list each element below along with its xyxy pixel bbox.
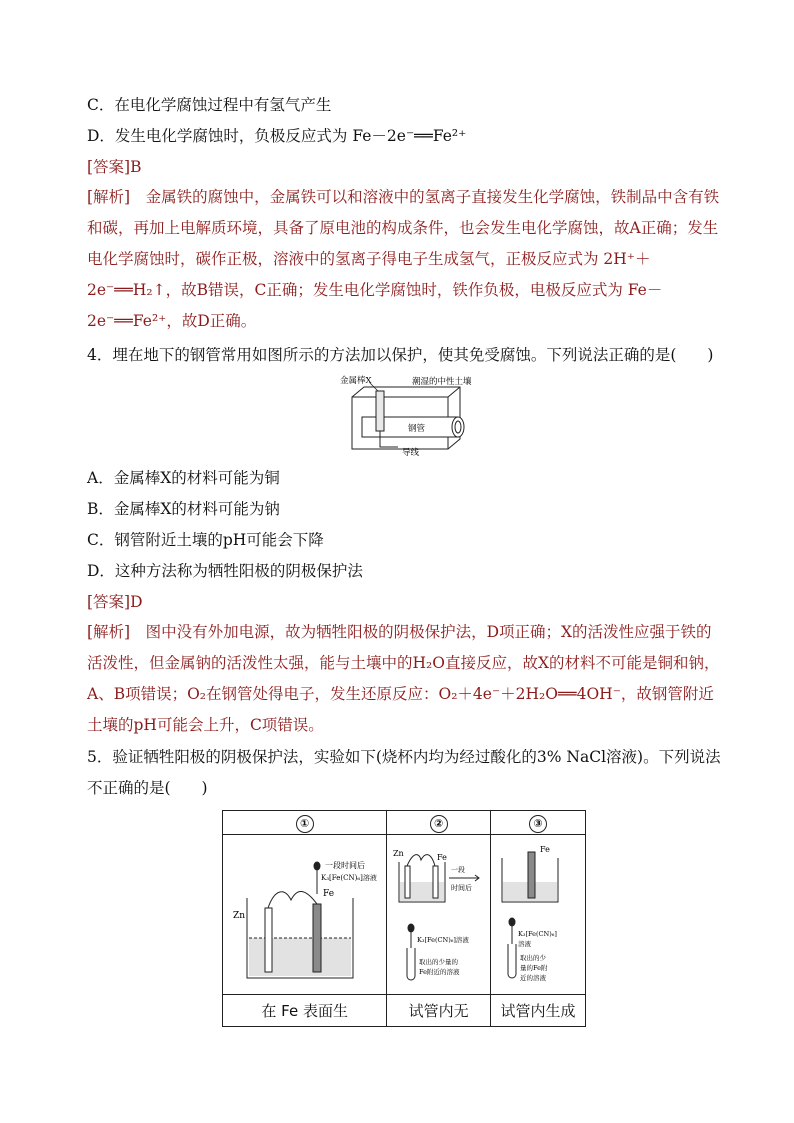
exp2-fe-label: Fe: [436, 852, 447, 862]
q4-stem: 4．埋在地下的钢管常用如图所示的方法加以保护，使其免受腐蚀。下列说法正确的是( ): [87, 346, 714, 364]
exp2-reagent: K₃[Fe(CN)₆]溶液: [416, 935, 469, 944]
exp1-fe-label: Fe: [322, 888, 334, 899]
q4-analysis: [解析] 图中没有外加电源，故为牺牲阳极的阴极保护法，D项正确；X的活泼性应强于铁的活泼性，但金属钠的活泼性太强，能与土壤中的H₂O直接反应，故X的材料不可能是铜和钠，A、B项错误；O₂在钢管处得电子，发生还原反应：O₂＋4e⁻＋2H₂O══4OH⁻，故钢管附近土壤的pH可能会上升，C项错误。: [87, 623, 720, 734]
exp3-reagent2: 溶液: [517, 939, 531, 948]
q4-option-d: D．这种方法称为牺牲阳极的阴极保护法: [87, 562, 363, 580]
experiment-1-figure: [225, 838, 385, 988]
exp2-zn-label: Zn: [392, 848, 404, 858]
exp3-fe-label: Fe: [539, 844, 550, 854]
q4-option-b: B．金属棒X的材料可能为钠: [87, 500, 280, 518]
result-1: 在 Fe 表面生: [223, 995, 387, 1027]
experiment-2-figure: [389, 838, 489, 988]
exp3-take2: 量的Fe附: [519, 963, 548, 972]
exp3-take3: 近的溶液: [519, 973, 546, 982]
q3-answer: [答案]B: [87, 158, 142, 176]
rod-label: 金属棒X: [340, 376, 372, 386]
exp1-note1: 一段时间后: [324, 860, 365, 870]
exp3-reagent1: K₃[Fe(CN)₆]: [517, 929, 557, 938]
exp1-zn-label: Zn: [232, 910, 245, 921]
result-2: 试管内无: [387, 995, 491, 1027]
exp1-note2: K₃[Fe(CN)₆]溶液: [320, 873, 377, 882]
header-3: ③: [529, 815, 547, 833]
wire-label: 导线: [402, 448, 420, 457]
result-3: 试管内生成: [490, 995, 585, 1027]
header-2: ②: [430, 815, 448, 833]
exp2-arrow1: 一段: [450, 865, 465, 874]
pipe-protection-figure: [338, 375, 474, 457]
q4-answer: [答案]D: [87, 593, 143, 611]
experiment-3-figure: [492, 838, 584, 988]
exp2-arrow2: 时间后: [450, 883, 472, 892]
q4-option-a: A．金属棒X的材料可能为铜: [87, 469, 280, 487]
header-1: ①: [296, 815, 314, 833]
exp2-take2: Fe附近的溶液: [418, 967, 460, 976]
q5-stem: 5．验证牺牲阳极的阴极保护法，实验如下(烧杯内均为经过酸化的3% NaCl溶液)。下列说法不正确的是( ): [87, 748, 721, 797]
q3-option-c: C．在电化学腐蚀过程中有氢气产生: [87, 96, 332, 114]
experiment-table: [222, 810, 586, 1027]
q3-analysis: [解析] 金属铁的腐蚀中，金属铁可以和溶液中的氢离子直接发生化学腐蚀，铁制品中含有铁和碳，再加上电解质环境，具备了原电池的构成条件，也会发生电化学腐蚀，故A正确；发生电化学腐蚀时，碳作正极，溶液中的氢离子得电子生成氢气，正极反应式为 2H⁺＋2e⁻══H₂↑，故B错误，C正确；发生电化学腐蚀时，铁作负极，电极反应式为 Fe－2e⁻══Fe²⁺，故D正确。: [87, 188, 720, 330]
exp2-take1: 取出的少量的: [418, 957, 458, 966]
pipe-label: 钢管: [408, 424, 426, 434]
q3-option-d: D．发生电化学腐蚀时，负极反应式为 Fe－2e⁻══Fe²⁺: [87, 127, 467, 145]
exp3-take1: 取出的少: [519, 953, 546, 962]
soil-label: 潮湿的中性土壤: [412, 377, 472, 387]
q4-option-c: C．钢管附近土壤的pH可能会下降: [87, 531, 324, 549]
